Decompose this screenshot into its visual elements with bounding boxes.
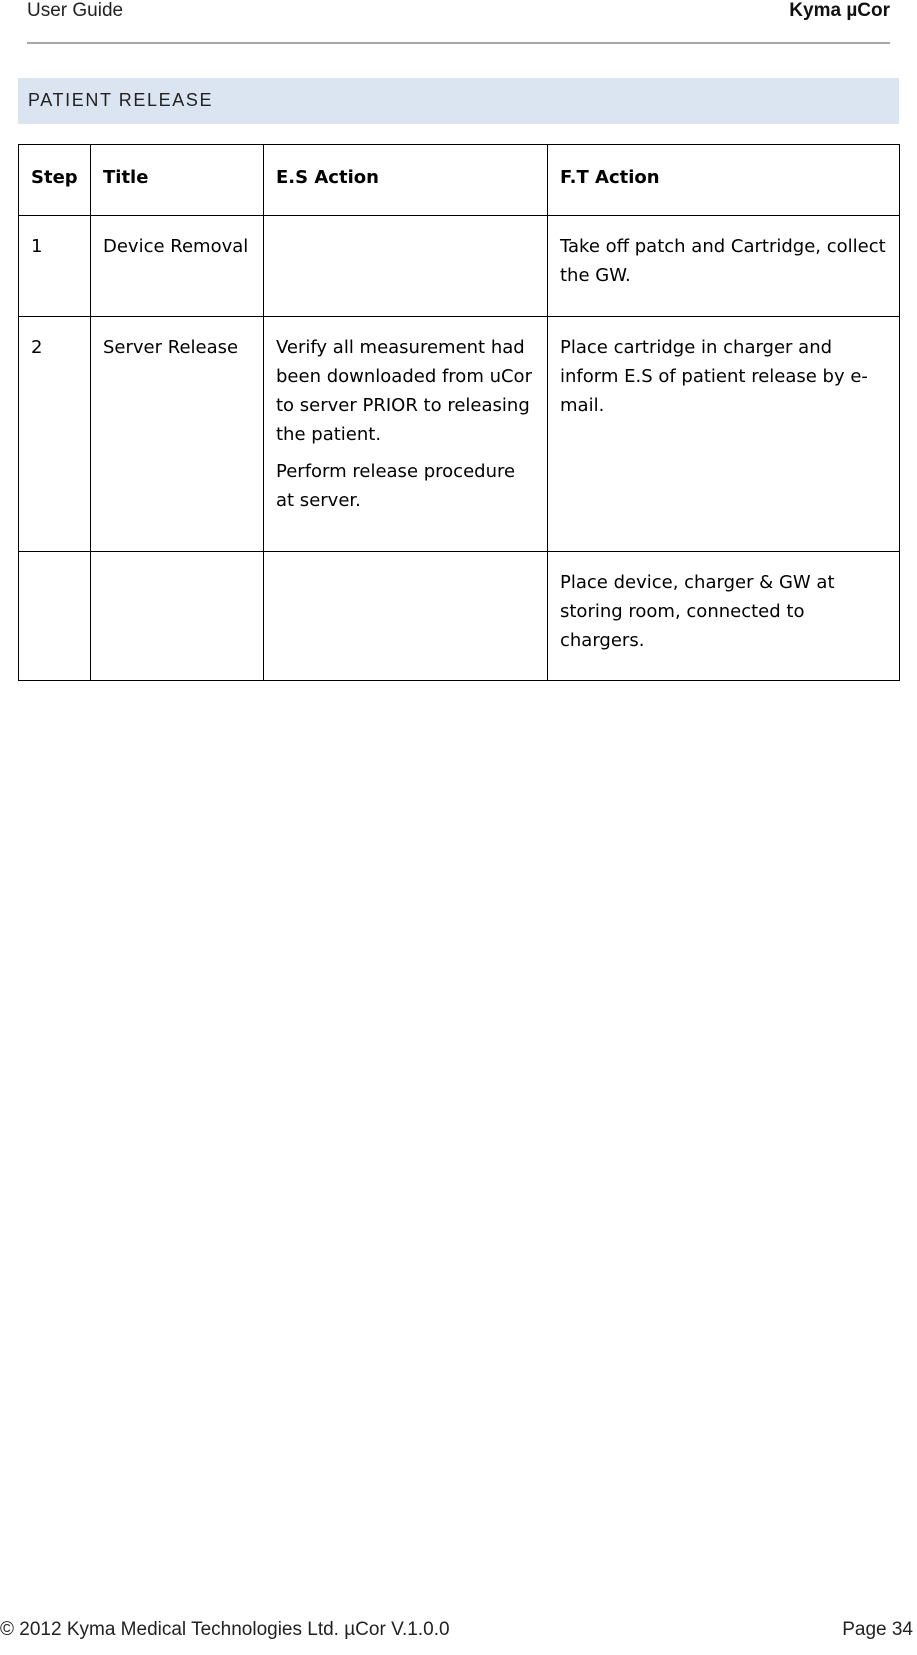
es-action-text: Perform release procedure at server.: [276, 461, 516, 511]
column-header-es-action: E.S Action: [264, 145, 548, 216]
table-row: [19, 552, 900, 681]
patient-release-table: [18, 144, 900, 681]
ft-action-text: Place device, charger & GW at storing room, connected to chargers.: [560, 572, 835, 651]
es-action-text: Verify all measurement had been downloaded from uCor to server PRIOR to releasing the patient.: [276, 337, 532, 445]
cell-ft-action: [548, 317, 900, 552]
table-row: [19, 317, 900, 552]
footer-page-number: Page 34: [842, 1619, 913, 1640]
cell-step: 1: [19, 216, 91, 317]
cell-es-action: [264, 317, 548, 552]
ft-action-text: Place cartridge in charger and inform E.S of patient release by e-mail.: [560, 337, 868, 416]
cell-title: Device Removal: [91, 216, 264, 317]
cell-ft-action: [548, 552, 900, 681]
cell-es-action: [264, 216, 548, 317]
cell-ft-action: [548, 216, 900, 317]
column-header-step: Step: [19, 145, 91, 216]
table-header-row: [19, 145, 900, 216]
header-divider: [27, 42, 890, 44]
section-heading-band: [18, 78, 899, 124]
column-header-ft-action: F.T Action: [548, 145, 900, 216]
header-product-name: Kyma µCor: [789, 0, 890, 21]
cell-es-action: [264, 552, 548, 681]
table-row: [19, 216, 900, 317]
column-header-title: Title: [91, 145, 264, 216]
cell-title: Server Release: [91, 317, 264, 552]
cell-step: 2: [19, 317, 91, 552]
footer-copyright: © 2012 Kyma Medical Technologies Ltd. µCor V.1.0.0: [0, 1619, 450, 1640]
section-title: PATIENT RELEASE: [28, 90, 214, 110]
ft-action-text: Take off patch and Cartridge, collect the GW.: [560, 236, 886, 286]
cell-title: [91, 552, 264, 681]
header-doc-type: User Guide: [27, 0, 124, 21]
cell-step: [19, 552, 91, 681]
